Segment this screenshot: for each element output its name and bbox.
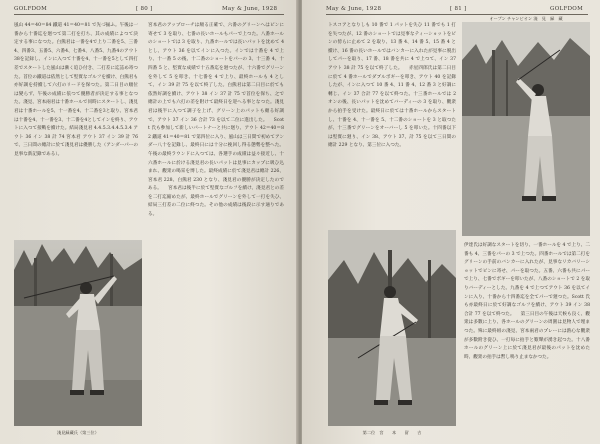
golfer-image-left <box>14 240 142 426</box>
golfer-photo-right-middle <box>328 230 456 426</box>
right-page-column-right: 伊達氏は好調なスタートを切り、一番ホールを 4 で上り、二番も 4、三番をパーの 3 で上つた。四番ホールでは第二打をグリーンの手前のバンカーに入れたが、見事なリカバリーショットでピンに寄せ、パーを取つた。五番、六番も共にパーで上り、七番でボギーを叩いたが、八番のショートで 2 を取りバーディーとした。九番を 4 で上つてアウト 36 を以てインに入り、十番から十四番迄を全てパーで廻つた。Scott 氏も亦最終日に於て好調なゴルフを續け、アウト 39 イン 38 合計 77 を以て終つた。 第三日目の午後は天候も良く、觀衆は多數に上り、各ホールのグリーンの周圍は見物人で埋まつた。殊に最終組の淺見、宮本兩君のプレーには熱心な觀衆が多數附き從ひ、一打毎に拍手と歎聲が湧き起つた。十八番ホールのグリーン上に於て淺見君が最後のパットを沈めた時、觀衆の拍手は暫し鳴り止まなかつた。 <box>464 243 590 360</box>
right-middle-photo-caption: 第二位 宮 本 留 吉 <box>362 430 422 435</box>
golfer-image-right-middle <box>328 230 456 426</box>
left-page-column-right: 宮本君のアップローチは頗る正確で、六番のグリーンへはピンに寄せて 3 を取り、七番の長いホールもパーで上つた。八番ホールのショートでは 3 を取り、九番ホールでは長いパットを沈めて 4 とし、アウト 36 を以てインに入つた。インでは十番を 4 で上り、十一番 5 の後、十二番のショートをパーの 3、十三番 4、十四番 5 と、堅實な成績で十五番迄を廻つたが、十六番でグリーンを外して 5 を叩き、十七番を 4 で上り、最終ホールも 4 として、イン 39 計 75 を以て終了した。白熊君は第二日目に於ても依然好調を續け、アウト 38 イン 37 計 75 で首位を保ち、之で總計の上でも六打の差を附けて最終日を迎へる事となつた。淺見君は後半に入つて調子を上げ、グリーン上のパットも頗る好調で、アウト 37 イン 36 合計 73 を以て二位に進出した。 Scott 氏も參加して新しいパートナーと共に廻り、アウト 42＝40＝82 鐵道 41＝40＝81 で第四位に入り、風山は三日間で初めてアンダー八十を記錄し、最終日には十分に挽回し得る態勢を整へた。午後の最終ラウンドに入つては、各選手の成績は益々接近し、十六番ホールに於ける淺見君の長いパットは見事にカップに吸ひ込まれ、觀衆の喝采を博した。最終成績に於て淺見君は總計 226、宮本君 228、白熊君 230 となり、淺見君の優勝が決定したのである。 宮本君は後半に於て堅實なゴルフを續け、淺見君との差を二打迄縮めたが、最終ホールでグリーンを外して一打を失ひ、結局三打差の二位に終つた。その他の成績は後段に示す通りである。 <box>148 23 284 218</box>
golfer-photo-left <box>14 240 142 426</box>
right-header-rule <box>326 14 588 15</box>
right-header-date: May & June, 1928 <box>326 6 382 12</box>
left-header-rule <box>14 14 284 15</box>
left-header-title: GOLFDOM <box>14 6 48 12</box>
left-photo-caption: 淺見緑藏氏（第三位） <box>57 430 99 435</box>
golfer-photo-right-top <box>462 20 590 236</box>
right-page-column-left: トスコアとなりしも 10 番で 1 パットを失ひ 11 番でも 1 打を失つたが、12 番のショートでは見事なティーショットをピンの傍らに止めて 2 を取り、13 番 4、14 番 5、15 番 4 と續け、16 番の長いホールではバンカーに入れたが見事に脱出してパーを取り、17 番、18 番を共に 4 で上つて、イン 37 アウト 38 計 75 を以て終了した。 赤星四郎氏は第二日目に於て 4 番ホールでダブルボギーを叩き、アウト 40 を記錄したが、インに入つて 10 番 4、11 番 4、12 番 3 と好調に轉じ、イン 37 合計 77 を以て終つた。十三番ホールでは 2 オンの後、長いパットを沈めてバーディーの 3 を取り、觀衆から拍手を受けた。最終日に於ては十番ホールからスタートし、十番を 4、十一番を 5、十二番のショートを 3 と取つたが、十三番でグリーンをオーバーし 5 を叩いた。十四番以下は堅實に廻り、イン 38、アウト 37、計 75 を以て三日間の總計 229 となり、第三位に入つた。 <box>328 23 456 149</box>
right-header-title: GOLFDOM <box>550 6 584 12</box>
right-page <box>302 0 600 444</box>
right-top-photo-caption: オープン チャンピオン 淺 見 緑 藏 <box>462 16 590 22</box>
left-page-number: [ 80 ] <box>136 6 153 12</box>
left-header-date: May & June, 1928 <box>222 6 278 12</box>
right-page-number: [ 81 ] <box>450 6 467 12</box>
golfer-image-right-top <box>462 20 590 236</box>
left-page-column-left: 風山 44＝40＝84 鐵道 41＝40＝81 で先づ揃ふ。午後は一番から十番迄を廻つて第二打を打ち、其の成績によつて決定する事になつた。白熊君は一番を4で上り二番を5、三番4、四番3、五番5、六番4、七番4、八番5、九番4のアウト38を記録し、インに入つて十番を4、十一番を5として四打差でスタートした風山は漸く追ひ付き、二打差に迄詰め寄つた。首位の鐵道は依然として堅實なゴルフを續け、白熊君も亦好調を持續して六打のリードを保つた。第二日目の順位は變らず、午後の成績に依つて優勝者が決定する事となつた。淺見、宮本兩君は十番ホールで同時にスタートし、淺見君は十番ホールを5、十一番を4、十二番を3と取り、宮本君は十番を4、十一番を3、十二番を4としてインを終り、アウトに入つて接戰を續けた。結局淺見君 4.4.5.3.4.4.5.3.4 アウト 36 イン 38 計 74 宮本君 アウト 37 イン 39 計 76 で、三日間の總計に於て淺見君は優勝した（アンダーパーの見事な新記錄である）。 <box>14 23 138 157</box>
left-page <box>0 0 298 444</box>
